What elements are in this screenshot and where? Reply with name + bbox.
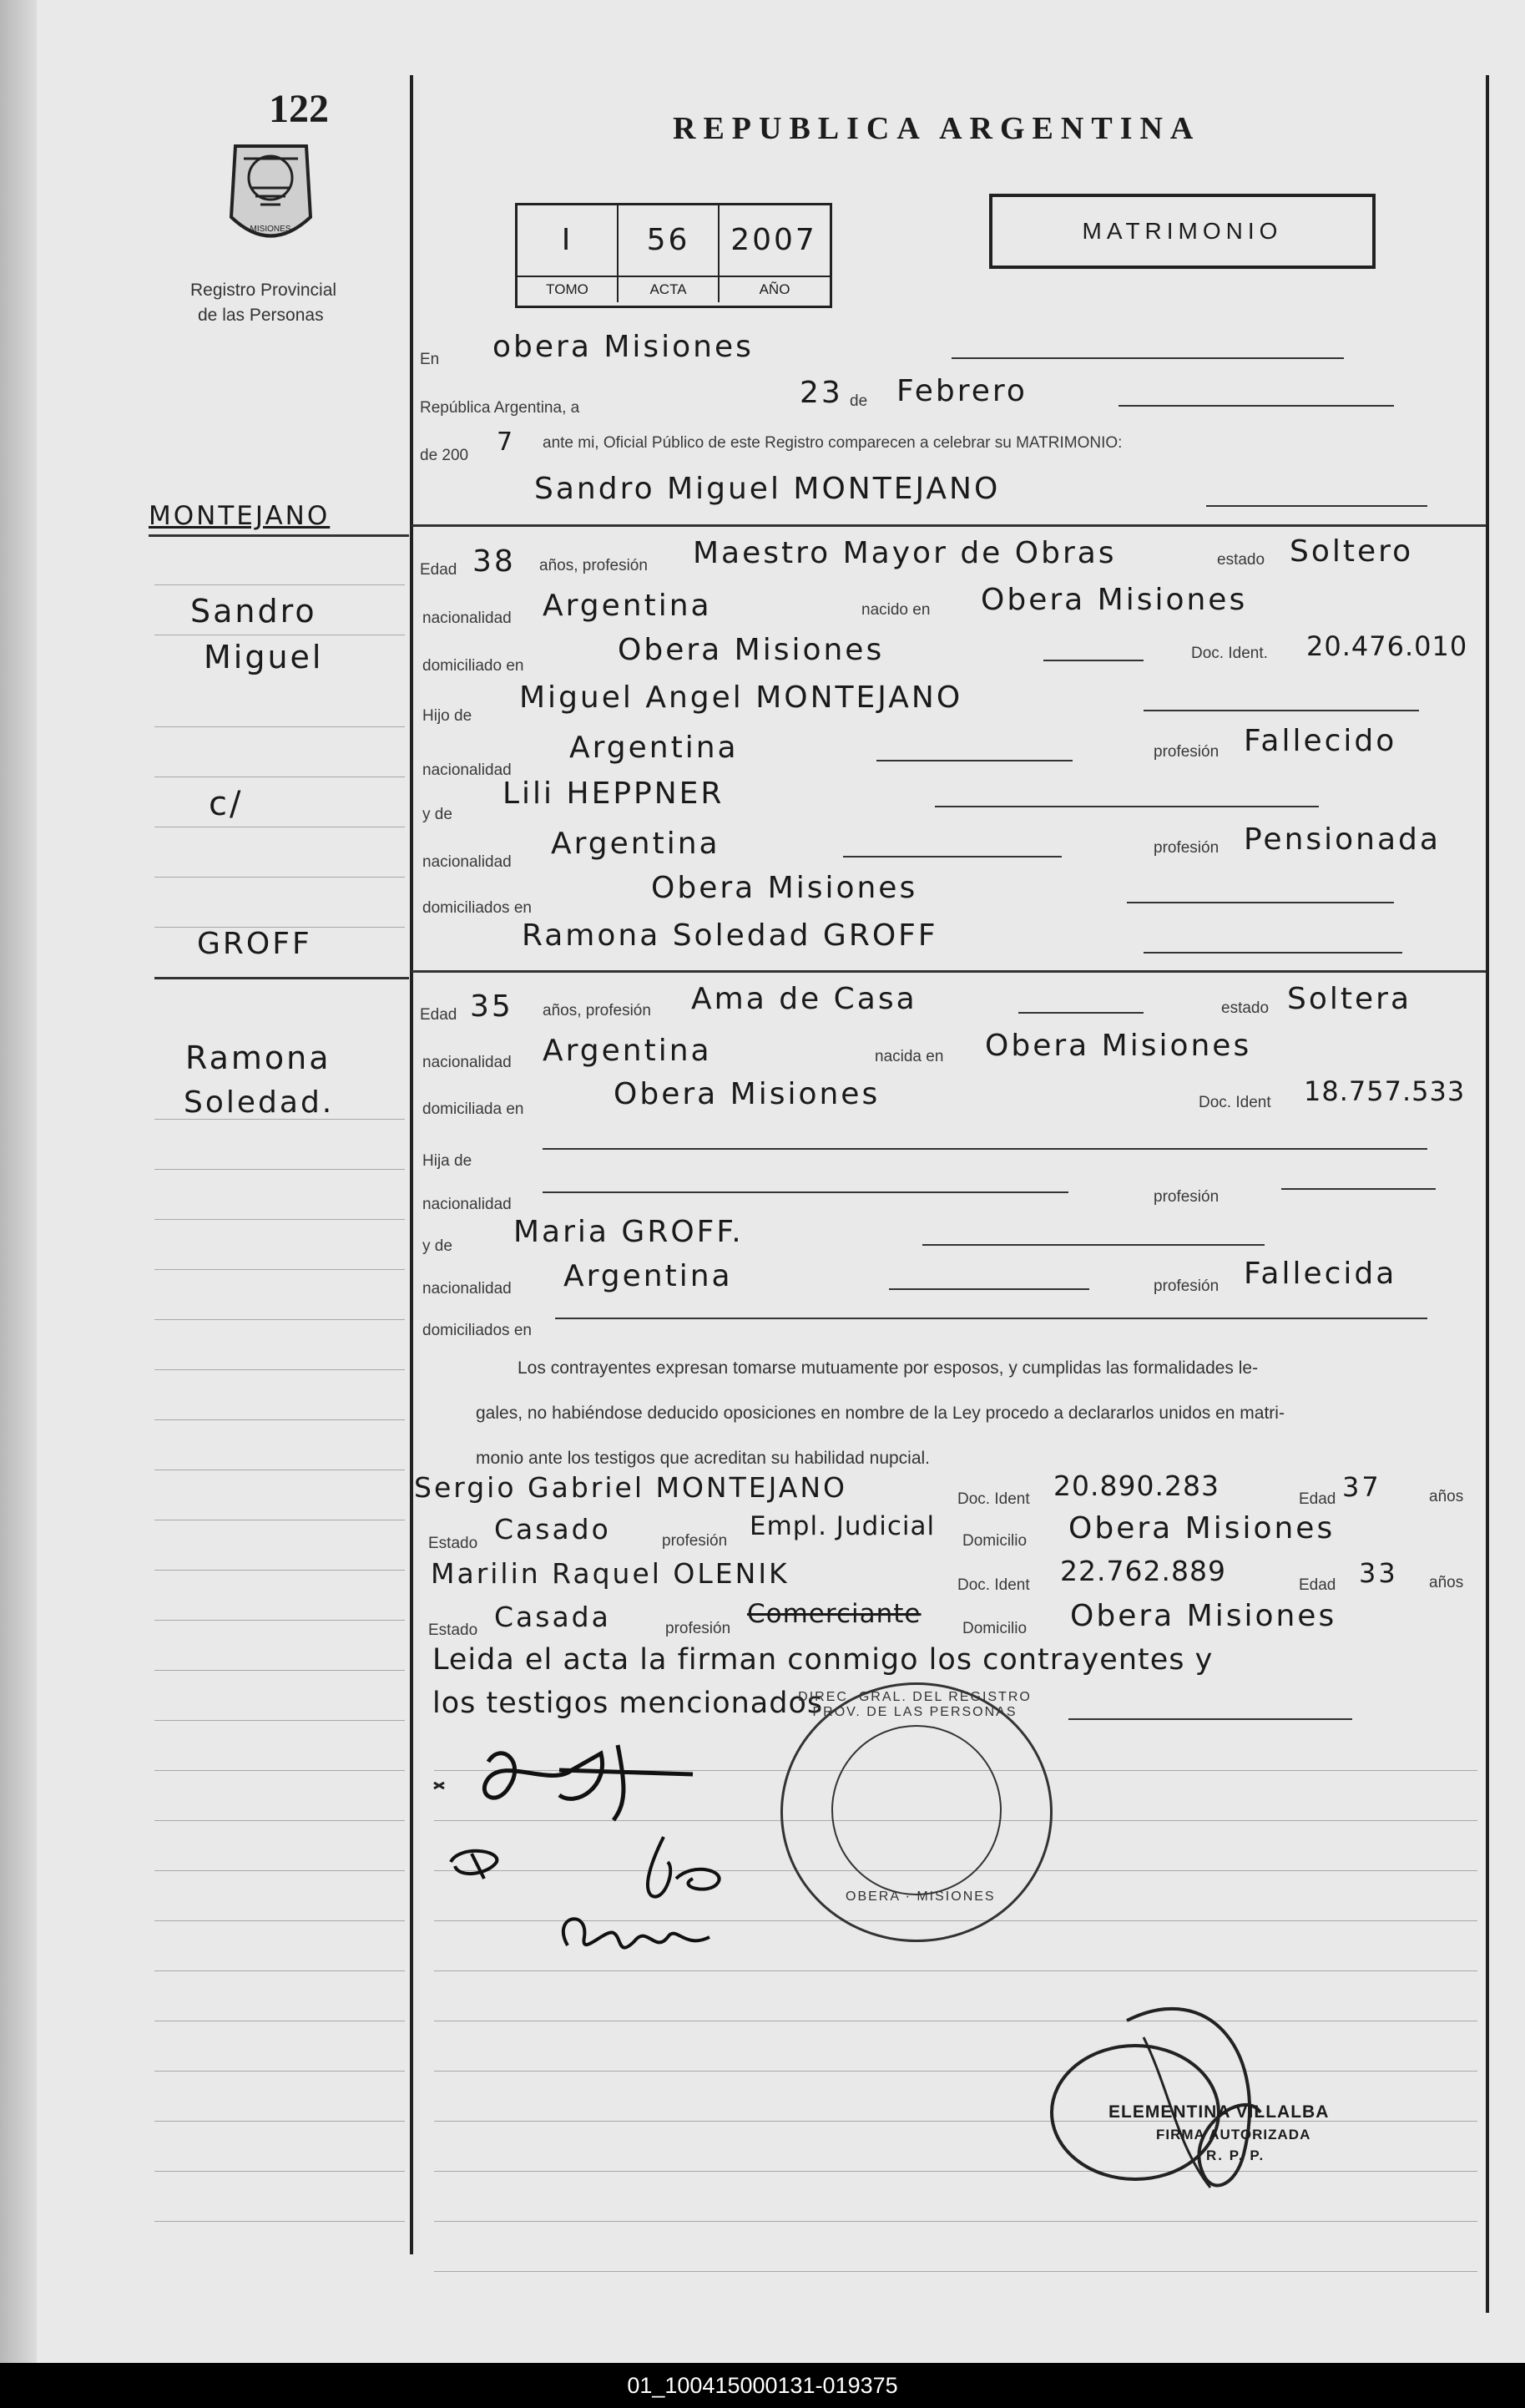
witness1-doc-label: Doc. Ident xyxy=(957,1490,1030,1508)
bride-domiciliada-label: domiciliada en xyxy=(422,1100,524,1118)
groom-domiciliado-label: domiciliado en xyxy=(422,657,524,675)
bride-birthplace: Obera Misiones xyxy=(985,1029,1252,1063)
groom-edad-label: Edad xyxy=(420,561,457,579)
year-digit: 7 xyxy=(497,427,516,457)
acta-caption: ACTA xyxy=(619,276,720,302)
tomo-caption: TOMO xyxy=(518,276,619,302)
bride-mother: Maria GROFF. xyxy=(513,1215,744,1249)
groom-nacionalidad-label: nacionalidad xyxy=(422,610,512,627)
ante-text: ante mi, Oficial Público de este Registro comparecen a celebrar su MATRIMONIO: xyxy=(543,434,1123,452)
month-value: Febrero xyxy=(896,374,1028,408)
bride-edad-label: Edad xyxy=(420,1006,457,1024)
witness1-domicilio-label: Domicilio xyxy=(962,1532,1028,1550)
bride-mother-nationality: Argentina xyxy=(563,1259,733,1293)
witness1-doc: 20.890.283 xyxy=(1053,1470,1219,1502)
groom-profession: Maestro Mayor de Obras xyxy=(693,536,1117,570)
stamp-name: ELEMENTINA VILLALBA xyxy=(1108,2102,1330,2122)
witness2-name: Marilin Raquel OLENIK xyxy=(431,1557,790,1590)
witness2-anos-label: años xyxy=(1429,1574,1464,1591)
mother-nacionalidad-label: nacionalidad xyxy=(422,853,512,871)
emblem-text: MISIONES xyxy=(250,225,291,234)
official-seal xyxy=(780,1682,1053,1942)
bride-section-divider-right xyxy=(412,970,1486,973)
place-value: obera Misiones xyxy=(492,330,754,364)
groom-doc-label: Doc. Ident. xyxy=(1191,645,1268,662)
witness2-edad-label: Edad xyxy=(1299,1576,1336,1594)
bride-doc: 18.757.533 xyxy=(1304,1075,1466,1107)
bride-nationality: Argentina xyxy=(543,1034,712,1068)
declaration-line-1: Los contrayentes expresan tomarse mutuamente por esposos, y cumplidas las formalidades le- xyxy=(518,1358,1259,1378)
bride-profession: Ama de Casa xyxy=(691,982,917,1016)
witness1-anos-label: años xyxy=(1429,1488,1464,1505)
bride-domiciliados-label: domiciliados en xyxy=(422,1322,532,1339)
closing-line-1: Leida el acta la firman conmigo los contrayentes y xyxy=(432,1643,1214,1677)
bride-section-divider xyxy=(154,977,409,979)
groom-mother: Lili HEPPNER xyxy=(502,777,725,811)
witness1-estado-label: Estado xyxy=(428,1535,478,1552)
groom-anos-label: años, profesión xyxy=(539,557,648,574)
mother-nationality: Argentina xyxy=(551,827,720,861)
parents-domiciliados-label: domiciliados en xyxy=(422,899,532,917)
groom-estado-label: estado xyxy=(1217,551,1265,569)
declaration-text xyxy=(434,1346,1486,1481)
groom-section-divider-right xyxy=(412,524,1486,527)
bride-mother-nacionalidad-label: nacionalidad xyxy=(422,1280,512,1298)
document-title: REPUBLICA ARGENTINA xyxy=(673,111,1201,146)
groom-nationality: Argentina xyxy=(543,589,712,623)
witness2-profesion-label: profesión xyxy=(665,1620,731,1637)
document-type-box: MATRIMONIO xyxy=(989,194,1376,269)
declaration-line-3: monio ante los testigos que acreditan su habilidad nupcial. xyxy=(476,1449,931,1468)
witness2-domicilio-label: Domicilio xyxy=(962,1620,1028,1637)
anio-value: 2007 xyxy=(730,223,817,257)
bride-mother-profesion-label: profesión xyxy=(1154,1277,1219,1295)
de-label: de xyxy=(850,392,868,410)
margin-connector: c/ xyxy=(209,785,244,823)
groom-father: Miguel Angel MONTEJANO xyxy=(519,680,963,715)
stamp-signature-loops xyxy=(1043,1987,1310,2204)
republica-label: República Argentina, a xyxy=(420,399,580,417)
witness1-name: Sergio Gabriel MONTEJANO xyxy=(414,1471,847,1504)
groom-birthplace: Obera Misiones xyxy=(981,583,1248,617)
scan-file-id: 01_100415000131-019375 xyxy=(0,2363,1525,2408)
acta-value: 56 xyxy=(646,223,690,257)
provincial-emblem xyxy=(219,138,323,263)
witness1-age: 37 xyxy=(1342,1471,1381,1503)
witness2-status: Casada xyxy=(494,1601,611,1633)
witness2-doc-label: Doc. Ident xyxy=(957,1576,1030,1594)
official-seal-inner xyxy=(831,1725,1002,1895)
groom-section-divider xyxy=(149,534,409,537)
bride-nacida-label: nacida en xyxy=(875,1048,944,1065)
bride-estado-label: estado xyxy=(1221,999,1270,1017)
bride-age: 35 xyxy=(470,989,513,1024)
father-profesion-label: profesión xyxy=(1154,743,1219,761)
witness2-age: 33 xyxy=(1359,1557,1398,1589)
hijo-de-label: Hijo de xyxy=(422,707,472,725)
witness2-doc: 22.762.889 xyxy=(1060,1555,1226,1587)
de-year-label: de 200 xyxy=(420,447,469,464)
witness2-profession: Comerciante xyxy=(747,1599,922,1629)
margin-bride-second: Soledad. xyxy=(184,1085,335,1120)
groom-doc: 20.476.010 xyxy=(1306,630,1468,662)
margin-groom-first: Sandro xyxy=(190,593,317,630)
margin-bride-first: Ramona xyxy=(185,1040,331,1076)
anio-caption: AÑO xyxy=(720,276,830,302)
seal-ring-text: DIREC. GRAL. DEL REGISTRO PROV. DE LAS PERSONAS xyxy=(798,1690,1032,1719)
father-nationality: Argentina xyxy=(569,731,739,765)
witness1-edad-label: Edad xyxy=(1299,1490,1336,1508)
father-nacionalidad-label: nacionalidad xyxy=(422,761,512,779)
witness1-profesion-label: profesión xyxy=(662,1532,728,1550)
witness1-profession: Empl. Judicial xyxy=(750,1511,936,1541)
hija-de-label: Hija de xyxy=(422,1152,472,1170)
seal-center-text: OBERA · MISIONES xyxy=(846,1889,996,1904)
father-profession: Fallecido xyxy=(1244,724,1397,758)
signatures xyxy=(426,1737,810,1979)
groom-full-name: Sandro Miguel MONTEJANO xyxy=(534,472,1001,506)
margin-bride-surname: GROFF xyxy=(197,927,312,961)
declaration-line-2: gales, no habiéndose deducido oposiciones en nombre de la Ley procedo a declararlos unidos en matri- xyxy=(476,1404,1285,1423)
tomo-value: I xyxy=(561,223,573,257)
groom-age: 38 xyxy=(472,544,516,579)
bride-father-profesion-label: profesión xyxy=(1154,1188,1219,1206)
tomo-acta-ano-box xyxy=(515,203,832,308)
margin-groom-surname: MONTEJANO xyxy=(149,501,331,531)
y-de-label: y de xyxy=(422,806,452,823)
bride-anos-label: años, profesión xyxy=(543,1002,651,1019)
groom-status: Soltero xyxy=(1290,534,1414,569)
left-margin-border xyxy=(410,75,413,2254)
stamp-line-2: FIRMA AUTORIZADA xyxy=(1156,2127,1311,2142)
right-border xyxy=(1486,75,1489,2313)
registry-name-line1: Registro Provincial xyxy=(190,281,337,300)
bride-mother-profession: Fallecida xyxy=(1244,1257,1397,1291)
witness2-domicile: Obera Misiones xyxy=(1070,1599,1337,1633)
margin-groom-second: Miguel xyxy=(204,639,324,675)
groom-residence: Obera Misiones xyxy=(618,633,885,667)
bride-status: Soltera xyxy=(1287,982,1412,1016)
en-label: En xyxy=(420,351,440,368)
bride-residence: Obera Misiones xyxy=(614,1077,881,1111)
day-value: 23 xyxy=(800,376,843,410)
stamp-line-3: R. P. P. xyxy=(1206,2147,1265,2163)
bride-nacionalidad-label: nacionalidad xyxy=(422,1054,512,1071)
bride-doc-label: Doc. Ident xyxy=(1199,1094,1271,1111)
witness2-estado-label: Estado xyxy=(428,1621,478,1639)
mother-profesion-label: profesión xyxy=(1154,839,1219,857)
witness1-domicile: Obera Misiones xyxy=(1068,1511,1336,1545)
witness1-status: Casado xyxy=(494,1513,611,1545)
groom-nacido-label: nacido en xyxy=(861,601,931,619)
mother-profession: Pensionada xyxy=(1244,822,1441,857)
bride-father-nacionalidad-label: nacionalidad xyxy=(422,1196,512,1213)
bride-y-de-label: y de xyxy=(422,1237,452,1255)
registry-name-line2: de las Personas xyxy=(198,306,324,325)
folio-number: 122 xyxy=(269,87,329,131)
bride-full-name: Ramona Soledad GROFF xyxy=(522,918,938,953)
closing-line-2: los testigos mencionados xyxy=(432,1687,824,1720)
parents-residence: Obera Misiones xyxy=(651,871,918,905)
